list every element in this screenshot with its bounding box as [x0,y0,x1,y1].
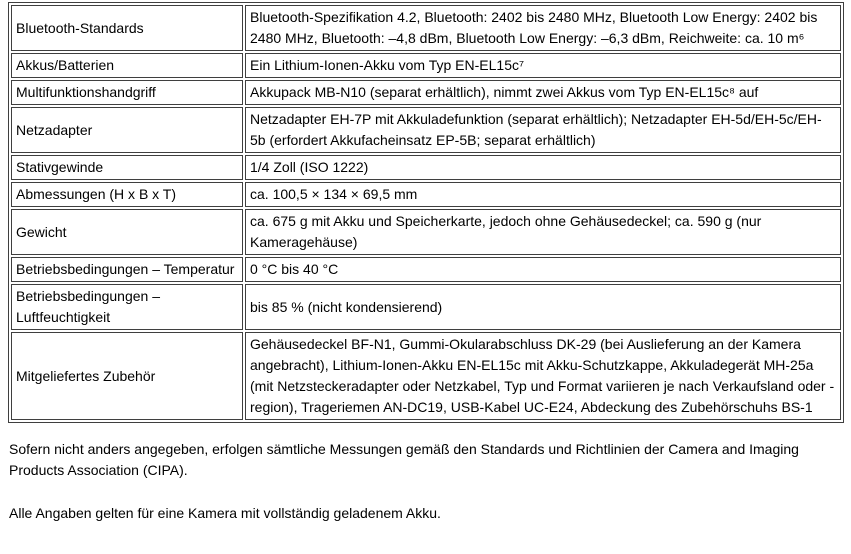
spec-value: Bluetooth-Spezifikation 4.2, Bluetooth: 2402 bis 2480 MHz, Bluetooth Low Energy: 2402 bis 2480 MHz, Bluetooth: –4,8 dBm, Bluetooth Low Energy: –6,3 dBm, Reichweite: ca. 10 m⁶ [245,5,841,51]
spec-label: Multifunktionshandgriff [11,80,243,105]
spec-label: Gewicht [11,209,243,255]
spec-label: Bluetooth-Standards [11,5,243,51]
footnotes-section [9,439,844,524]
spec-row-supplied-accessories [11,332,841,420]
spec-label: Mitgeliefertes Zubehör [11,332,243,420]
spec-row-dimensions [11,182,841,207]
spec-value: Ein Lithium-Ionen-Akku vom Typ EN-EL15c⁷ [245,53,841,78]
spec-label: Akkus/Batterien [11,53,243,78]
spec-value: 1/4 Zoll (ISO 1222) [245,155,841,180]
spec-row-weight [11,209,841,255]
spec-label: Abmessungen (H x B x T) [11,182,243,207]
spec-value: bis 85 % (nicht kondensierend) [245,284,841,330]
spec-row-battery-grip [11,80,841,105]
spec-label: Betriebsbedingungen – Temperatur [11,257,243,282]
camera-spec-table [8,2,844,423]
spec-label: Netzadapter [11,107,243,153]
spec-row-humidity [11,284,841,330]
spec-row-temperature [11,257,841,282]
spec-row-bluetooth [11,5,841,51]
spec-value: 0 °C bis 40 °C [245,257,841,282]
spec-row-ac-adapter [11,107,841,153]
battery-note: Alle Angaben gelten für eine Kamera mit vollständig geladenem Akku. [9,505,441,521]
spec-label: Betriebsbedingungen – Luftfeuchtigkeit [11,284,243,330]
spec-value: ca. 675 g mit Akku und Speicherkarte, jedoch ohne Gehäusedeckel; ca. 590 g (nur Kameragehäuse) [245,209,841,255]
spec-row-tripod-socket [11,155,841,180]
spec-value: Gehäusedeckel BF-N1, Gummi-Okularabschluss DK-29 (bei Auslieferung an der Kamera angebracht), Lithium-Ionen-Akku EN-EL15c mit Akku-Schutzkappe, Akkuladegerät MH-25a (mit Netzsteckeradapter oder Netzkabel, Typ und Format variieren je nach Verkaufsland oder -region), Trageriemen AN-DC19, USB-Kabel UC-E24, Abdeckung des Zubehörschuhs BS-1 [245,332,841,420]
spec-row-battery [11,53,841,78]
spec-value: Netzadapter EH-7P mit Akkuladefunktion (separat erhältlich); Netzadapter EH-5d/EH-5c/EH-5b (erfordert Akkufacheinsatz EP-5B; separat erhältlich) [245,107,841,153]
cipa-note: Sofern nicht anders angegeben, erfolgen sämtliche Messungen gemäß den Standards und Richtlinien der Camera and Imaging Products Association (CIPA). [9,441,799,478]
spec-label: Stativgewinde [11,155,243,180]
spec-value: ca. 100,5 × 134 × 69,5 mm [245,182,841,207]
spec-value: Akkupack MB-N10 (separat erhältlich), nimmt zwei Akkus vom Typ EN-EL15c⁸ auf [245,80,841,105]
